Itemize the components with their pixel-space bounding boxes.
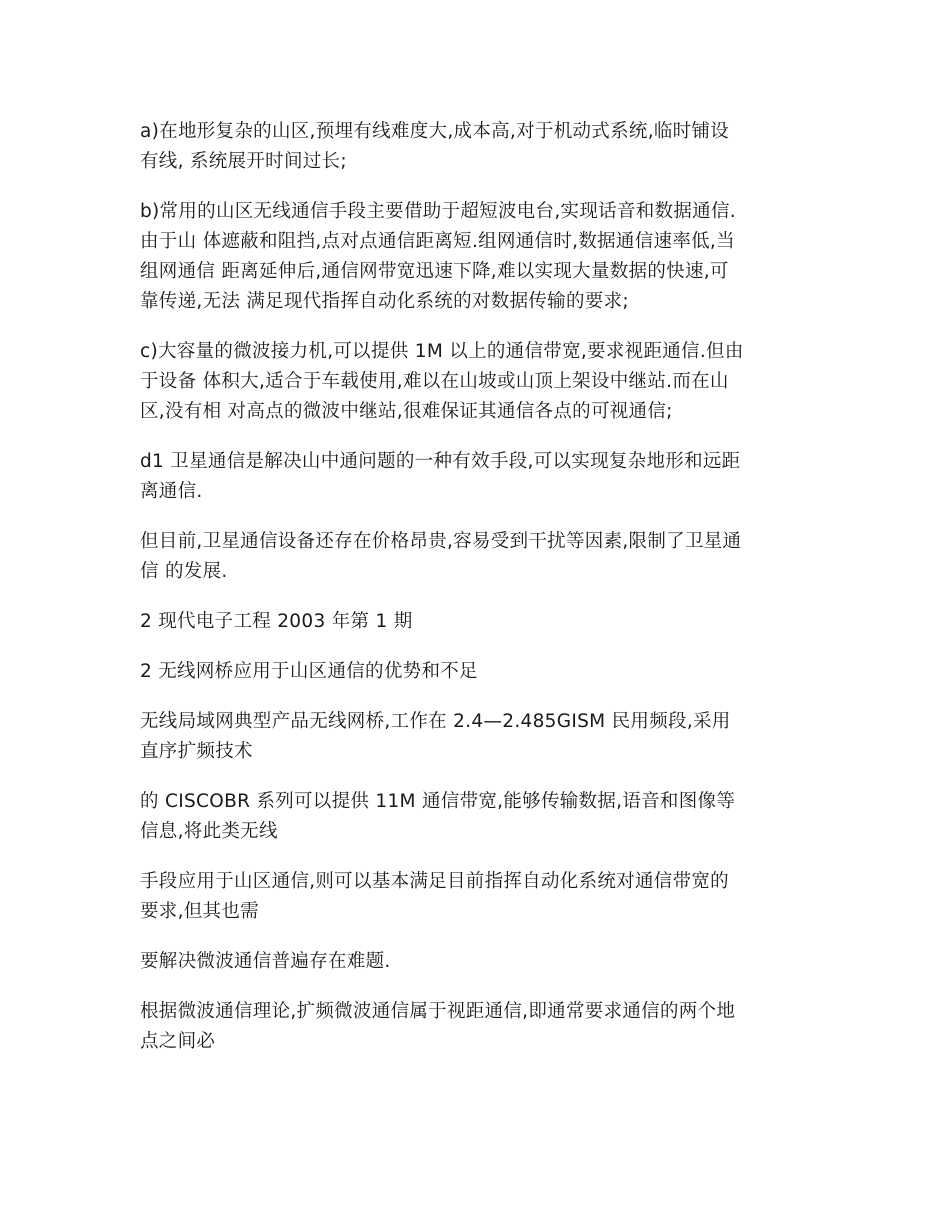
text-line: 2 现代电子工程 2003 年第 1 期 [140,611,413,632]
section-heading [140,657,810,687]
text-line: 有线, 系统展开时间过长; [140,151,347,172]
paragraph-line-of-sight [140,997,810,1057]
text-line: 信息,将此类无线 [140,821,278,842]
paragraph-satellite [140,447,810,507]
paragraph-microwave-relay [140,337,810,427]
paragraph-bandwidth-requirement [140,867,810,927]
paragraph-wired-limitations [140,117,810,177]
paragraph-vhf-radio [140,197,810,317]
text-line: 于设备 体积大,适合于车载使用,难以在山坡或山顶上架设中继站.而在山 [140,371,729,392]
text-line: 2 无线网桥应用于山区通信的优势和不足 [140,661,478,682]
text-line: 手段应用于山区通信,则可以基本满足目前指挥自动化系统对通信带宽的 [140,871,729,892]
text-line: 但目前,卫星通信设备还存在价格昂贵,容易受到干扰等因素,限制了卫星通 [140,531,742,552]
text-line: b)常用的山区无线通信手段主要借助于超短波电台,实现话音和数据通信. [140,201,736,222]
text-line: d1 卫星通信是解决山中通问题的一种有效手段,可以实现复杂地形和远距 [140,451,741,472]
text-line: 要求,但其也需 [140,901,259,922]
paragraph-journal-footer [140,607,810,637]
text-line: c)大容量的微波接力机,可以提供 1M 以上的通信带宽,要求视距通信.但由 [140,341,744,362]
text-line: 要解决微波通信普遍存在难题. [140,951,391,972]
text-line: 直序扩频技术 [140,741,253,762]
text-line: 区,没有相 对高点的微波中继站,很难保证其通信各点的可视通信; [140,401,673,422]
paragraph-satellite-cost [140,527,810,587]
text-line: 靠传递,无法 满足现代指挥自动化系统的对数据传输的要求; [140,291,629,312]
text-line: 根据微波通信理论,扩频微波通信属于视距通信,即通常要求通信的两个地 [140,1001,736,1022]
paragraph-microwave-problem [140,947,810,977]
text-line: 点之间必 [140,1031,216,1052]
text-line: 由于山 体遮蔽和阻挡,点对点通信距离短.组网通信时,数据通信速率低,当 [140,231,735,252]
text-line: a)在地形复杂的山区,预埋有线难度大,成本高,对于机动式系统,临时铺设 [140,121,730,142]
paragraph-cisco-br [140,787,810,847]
document-body [140,117,810,1077]
text-line: 离通信. [140,481,203,502]
text-line: 组网通信 距离延伸后,通信网带宽迅速下降,难以实现大量数据的快速,可 [140,261,729,282]
text-line: 无线局域网典型产品无线网桥,工作在 2.4—2.485GISM 民用频段,采用 [140,711,731,732]
text-line: 的 CISCOBR 系列可以提供 11M 通信带宽,能够传输数据,语音和图像等 [140,791,736,812]
paragraph-wireless-bridge [140,707,810,767]
text-line: 信 的发展. [140,561,228,582]
